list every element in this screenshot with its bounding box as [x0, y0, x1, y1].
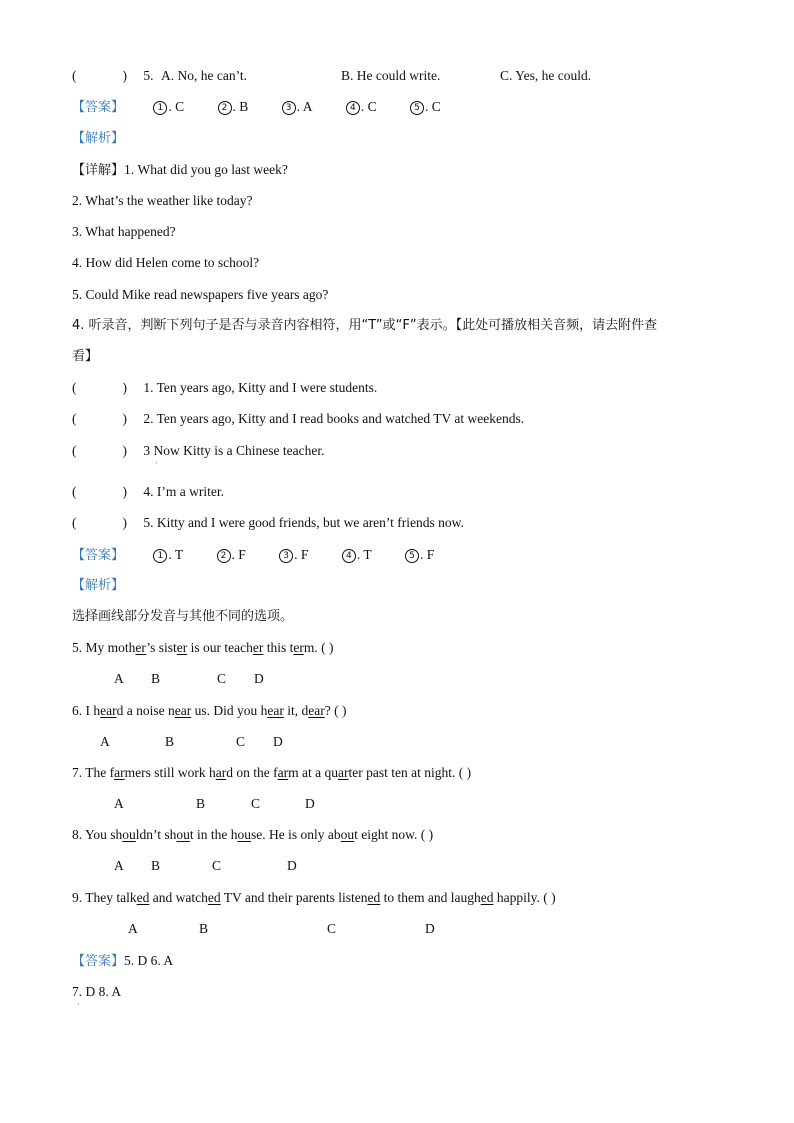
circled-number: 3	[279, 549, 293, 563]
circled-number: 3	[282, 101, 296, 115]
option-c: C. Yes, he could.	[500, 68, 592, 83]
letter-c: C	[217, 671, 227, 686]
section-4-instruction: 4. 听录音，判断下列句子是否与录音内容相符，用“T”或“F”表示。【此处可播放相关音频，请去附件查	[72, 318, 658, 333]
answer-row-2	[72, 546, 434, 565]
answer-row-3-cont: 7. D 8. A	[72, 984, 122, 999]
underlined-part: ed	[207, 890, 221, 905]
underlined-part: ar	[277, 765, 289, 780]
question-6: 6. I heard a noise near us. Did you hear it, dear? ( )	[72, 703, 347, 718]
stray-dot: ·	[77, 1000, 80, 1009]
answer-blank[interactable]: ( )	[72, 443, 127, 458]
letter-d: D	[273, 734, 283, 749]
answer-blank[interactable]: ( )	[72, 484, 127, 499]
question-number: 5.	[143, 68, 154, 83]
underlined-part: ear	[174, 703, 192, 718]
underlined-part: ear	[267, 703, 284, 718]
answer-item: 1 . C	[153, 98, 184, 116]
underlined-part: ou	[122, 827, 136, 842]
letter-b: B	[196, 796, 206, 811]
answer-row-3: 【答案】5. D 6. A	[72, 953, 174, 969]
underlined-part: er	[252, 640, 264, 655]
answer-item: 2 . F	[217, 546, 246, 564]
circled-number: 5	[410, 101, 424, 115]
letter-a: A	[100, 734, 110, 749]
tf-item: ( ) 2. Ten years ago, Kitty and I read books and watched TV at weekends.	[72, 411, 525, 426]
underlined-part: ou	[340, 827, 355, 842]
answer-blank[interactable]: ( )	[72, 68, 127, 83]
letter-b: B	[199, 921, 209, 936]
letter-d: D	[287, 858, 297, 873]
underlined-part: ed	[480, 890, 494, 905]
answer-item: 1 . T	[153, 546, 183, 564]
letter-c: C	[327, 921, 337, 936]
question-5-row	[72, 67, 154, 85]
circled-number: 2	[218, 101, 232, 115]
analysis-label: 【解析】	[72, 578, 125, 593]
underlined-part: ar	[215, 765, 227, 780]
tf-item: ( ) 1. Ten years ago, Kitty and I were students.	[72, 380, 378, 395]
answer-item: 3 . F	[279, 546, 308, 564]
letter-a: A	[114, 671, 124, 686]
circled-number: 2	[217, 549, 231, 563]
detail-line-2: 2. What’s the weather like today?	[72, 193, 253, 208]
question-7: 7. The farmers still work hard on the farm at a quarter past ten at night. ( )	[72, 765, 472, 780]
tf-item: ( ) 5. Kitty and I were good friends, but we aren’t friends now.	[72, 515, 464, 530]
answer-blank[interactable]: ( )	[72, 380, 127, 395]
underlined-part: ear	[100, 703, 117, 718]
tf-item: ( ) 3 Now Kitty is a Chinese teacher.	[72, 443, 325, 458]
underlined-part: ou	[176, 827, 190, 842]
underlined-part: er	[176, 640, 188, 655]
detail-line-5: 5. Could Mike read newspapers five years ago?	[72, 287, 329, 302]
section-4-instruction-cont: 看】	[72, 349, 99, 364]
answer-row-1	[72, 98, 441, 117]
underlined-part: ou	[237, 827, 252, 842]
letter-c: C	[251, 796, 261, 811]
answer-label: 【答案】	[72, 954, 125, 969]
answer-label: 【答案】	[72, 100, 125, 115]
underlined-part: ed	[367, 890, 381, 905]
answer-item: 5 . C	[410, 98, 441, 116]
underlined-part: er	[293, 640, 304, 655]
letter-b: B	[165, 734, 175, 749]
analysis-label: 【解析】	[72, 131, 125, 146]
answer-item: 4 . C	[346, 98, 377, 116]
answer-item: 5 . F	[405, 546, 434, 564]
letter-a: A	[114, 796, 124, 811]
question-8: 8. You shouldn’t shout in the house. He is only about eight now. ( )	[72, 827, 434, 842]
answer-item: 3 . A	[282, 98, 313, 116]
underlined-part: er	[135, 640, 147, 655]
detail-line-3: 3. What happened?	[72, 224, 176, 239]
tf-item: ( ) 4. I’m a writer.	[72, 484, 224, 499]
detail-line-1: 【详解】1. What did you go last week?	[72, 162, 288, 178]
circled-number: 4	[342, 549, 356, 563]
letter-a: A	[114, 858, 124, 873]
answer-blank[interactable]: ( )	[72, 515, 127, 530]
letter-d: D	[305, 796, 315, 811]
option-a: A. No, he can’t.	[161, 68, 247, 83]
underlined-part: ar	[114, 765, 125, 780]
letter-c: C	[212, 858, 222, 873]
letter-b: B	[151, 671, 161, 686]
answer-label: 【答案】	[72, 548, 125, 563]
letter-d: D	[254, 671, 264, 686]
question-9: 9. They talked and watched TV and their parents listened to them and laughed happily. ( )	[72, 890, 556, 905]
option-b: B. He could write.	[341, 68, 441, 83]
letter-d: D	[425, 921, 435, 936]
circled-number: 5	[405, 549, 419, 563]
letter-b: B	[151, 858, 161, 873]
answer-blank[interactable]: ( )	[72, 411, 127, 426]
underlined-part: ear	[308, 703, 325, 718]
detail-label: 【详解】	[72, 163, 125, 178]
underlined-part: ar	[338, 765, 349, 780]
letter-a: A	[128, 921, 138, 936]
section-5-instruction: 选择画线部分发音与其他不同的选项。	[72, 609, 294, 624]
circled-number: 1	[153, 101, 167, 115]
answer-item: 2 . B	[218, 98, 249, 116]
underlined-part: ed	[136, 890, 150, 905]
detail-line-4: 4. How did Helen come to school?	[72, 255, 260, 270]
circled-number: 1	[153, 549, 167, 563]
letter-c: C	[236, 734, 246, 749]
stray-dot: ·	[155, 459, 158, 468]
circled-number: 4	[346, 101, 360, 115]
question-5: 5. My mother’s sister is our teacher this term. ( )	[72, 640, 334, 655]
answer-item: 4 . T	[342, 546, 372, 564]
